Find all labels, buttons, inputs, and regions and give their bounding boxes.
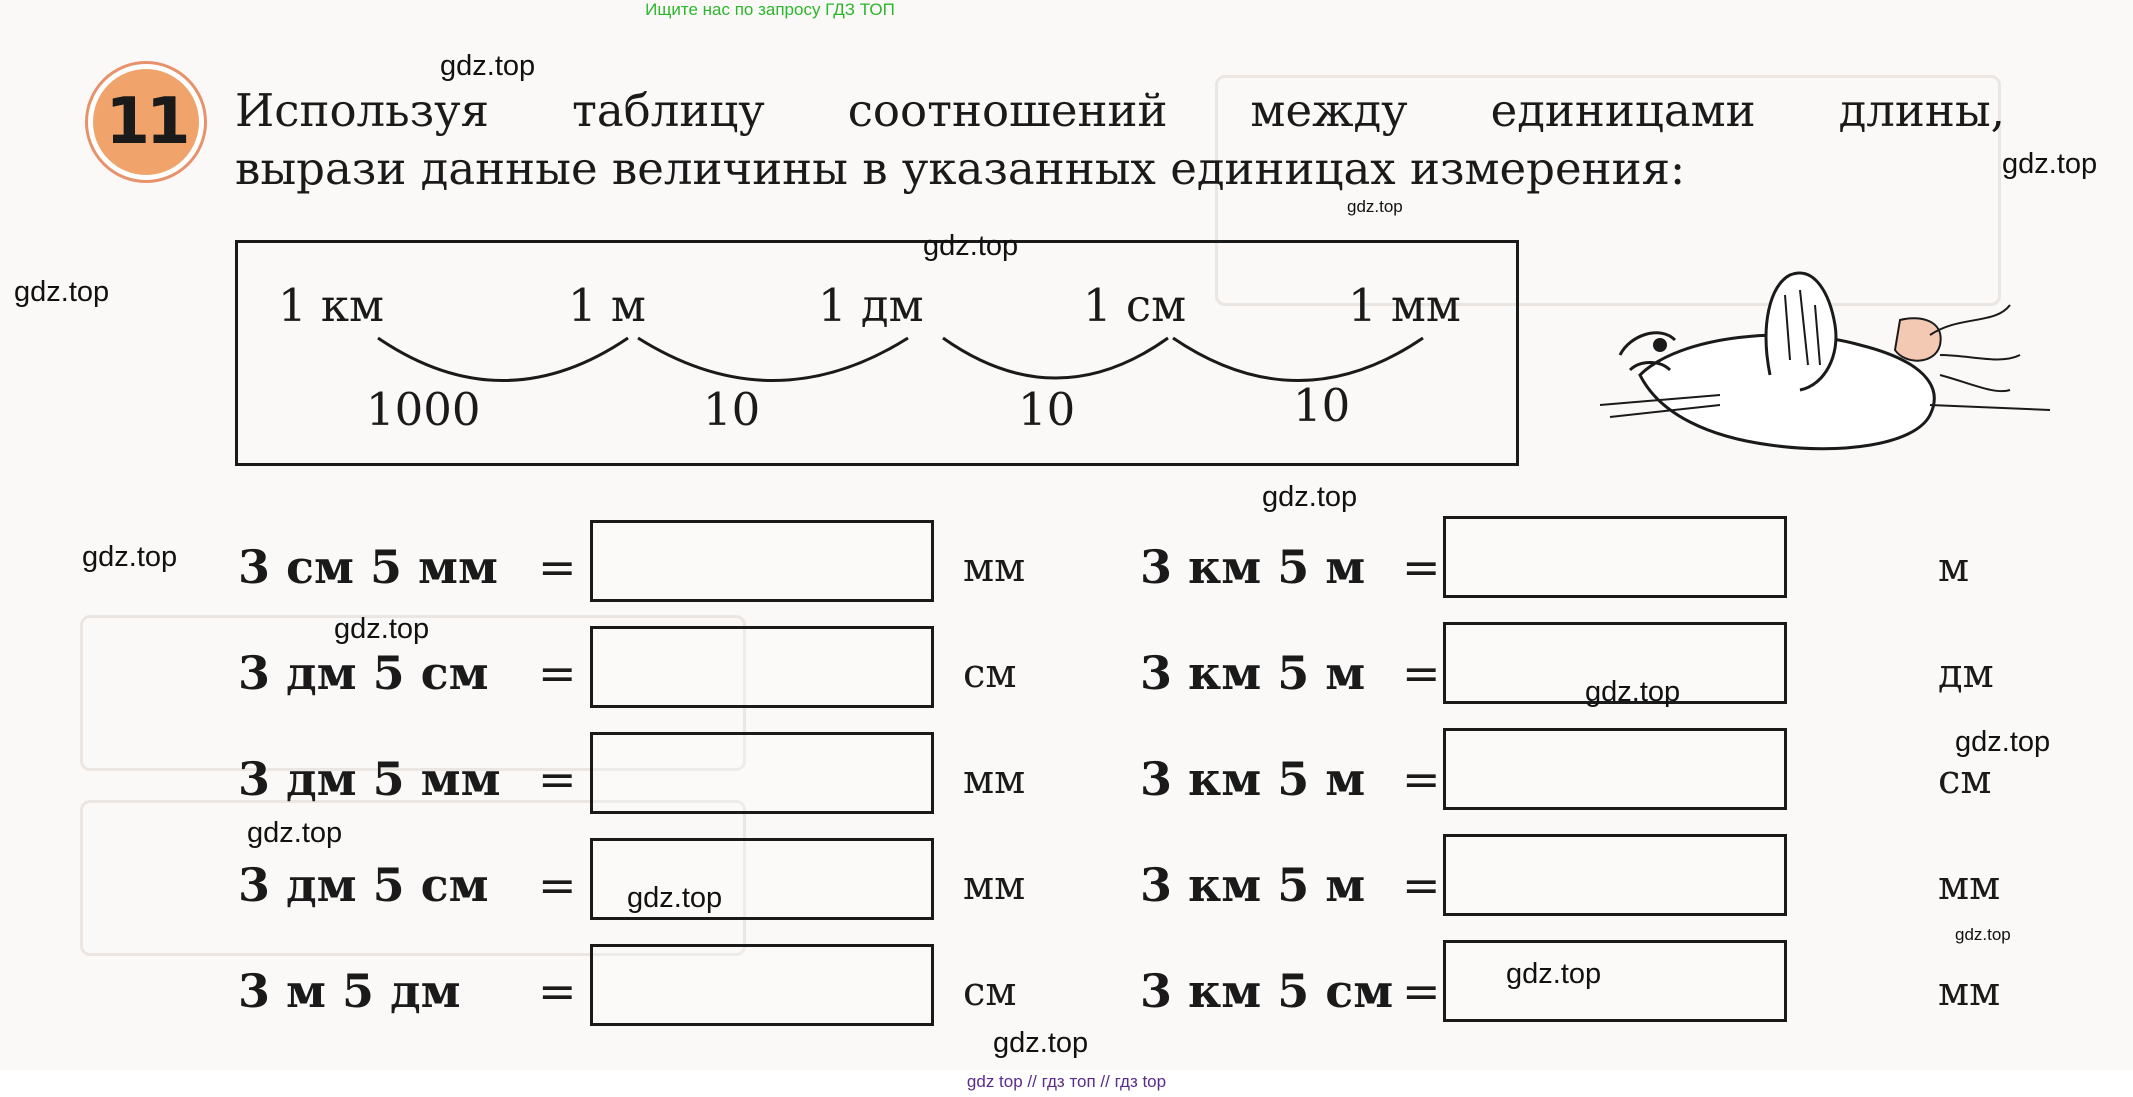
relation-arc	[638, 338, 908, 381]
watermark: gdz.top	[993, 1027, 1089, 1059]
left-answer-box-5[interactable]	[590, 944, 934, 1026]
right-answer-box-5[interactable]	[1443, 940, 1787, 1022]
left-answer-box-3[interactable]	[590, 732, 934, 814]
left-equals-1: =	[538, 540, 577, 594]
factor-cm-mm: 10	[1293, 379, 1351, 432]
watermark: gdz.top	[334, 613, 430, 645]
left-expression-2: 3 дм 5 см	[238, 646, 489, 700]
task-number: 11	[105, 85, 187, 159]
top-banner[interactable]: Ищите нас по запросу ГДЗ ТОП	[645, 0, 895, 19]
right-expression-1: 3 км 5 м	[1140, 540, 1366, 594]
watermark: gdz.top	[82, 541, 178, 573]
left-unit-3: мм	[963, 757, 1026, 803]
unit-dm: 1 дм	[818, 279, 924, 332]
left-unit-2: см	[963, 651, 1017, 697]
watermark: gdz.top	[1262, 481, 1358, 513]
watermark: gdz.top	[440, 50, 536, 82]
right-equals-2: =	[1402, 646, 1441, 700]
task-line-2: вырази данные величины в указанных единицах измерения:	[235, 142, 1686, 195]
right-expression-5: 3 км 5 см	[1140, 964, 1394, 1018]
right-unit-4: мм	[1938, 863, 2001, 909]
right-equals-5: =	[1402, 964, 1441, 1018]
left-expression-3: 3 дм 5 мм	[238, 752, 501, 806]
watermark: gdz.top	[1955, 925, 2011, 944]
right-answer-box-3[interactable]	[1443, 728, 1787, 810]
right-expression-2: 3 км 5 м	[1140, 646, 1366, 700]
unit-mm: 1 мм	[1348, 279, 1461, 332]
footer-links[interactable]: gdz top // гдз топ // гдз top	[966, 1072, 1167, 1091]
task-line-1: Используя таблицу соотношений между единицами длины,	[235, 84, 2005, 137]
unit-cm: 1 см	[1083, 279, 1187, 332]
left-answer-box-2[interactable]	[590, 626, 934, 708]
relation-arc	[378, 338, 628, 381]
left-equals-3: =	[538, 752, 577, 806]
right-unit-5: мм	[1938, 969, 2001, 1015]
left-equals-5: =	[538, 964, 577, 1018]
left-unit-4: мм	[963, 863, 1026, 909]
factor-km-m: 1000	[366, 383, 481, 436]
left-answer-box-1[interactable]	[590, 520, 934, 602]
left-expression-5: 3 м 5 дм	[238, 964, 461, 1018]
right-equals-3: =	[1402, 752, 1441, 806]
left-unit-5: см	[963, 969, 1017, 1015]
right-unit-3: см	[1938, 757, 1992, 803]
relation-arc	[1173, 338, 1423, 381]
factor-dm-cm: 10	[1018, 383, 1076, 436]
watermark: gdz.top	[1955, 726, 2051, 758]
right-answer-box-1[interactable]	[1443, 516, 1787, 598]
unit-km: 1 км	[278, 279, 385, 332]
right-unit-2: дм	[1938, 651, 1994, 697]
right-answer-box-4[interactable]	[1443, 834, 1787, 916]
units-relation-box	[235, 240, 1519, 466]
right-expression-3: 3 км 5 м	[1140, 752, 1366, 806]
right-unit-1: м	[1938, 545, 1970, 591]
watermark: gdz.top	[247, 817, 343, 849]
watermark: gdz.top	[2002, 148, 2098, 180]
left-unit-1: мм	[963, 545, 1026, 591]
left-expression-4: 3 дм 5 см	[238, 858, 489, 912]
mouse-illustration	[1600, 265, 2050, 465]
task-number-badge	[88, 64, 204, 180]
watermark: gdz.top	[627, 882, 723, 914]
left-equals-4: =	[538, 858, 577, 912]
watermark: gdz.top	[1506, 958, 1602, 990]
right-equals-4: =	[1402, 858, 1441, 912]
watermark: gdz.top	[1347, 197, 1403, 216]
relation-arc	[943, 338, 1168, 378]
watermark: gdz.top	[1585, 676, 1681, 708]
factor-m-dm: 10	[703, 383, 761, 436]
right-expression-4: 3 км 5 м	[1140, 858, 1366, 912]
task-text	[235, 82, 2005, 198]
right-equals-1: =	[1402, 540, 1441, 594]
left-equals-2: =	[538, 646, 577, 700]
unit-m: 1 м	[568, 279, 646, 332]
left-expression-1: 3 см 5 мм	[238, 540, 498, 594]
watermark: gdz.top	[14, 276, 110, 308]
watermark: gdz.top	[923, 230, 1019, 262]
